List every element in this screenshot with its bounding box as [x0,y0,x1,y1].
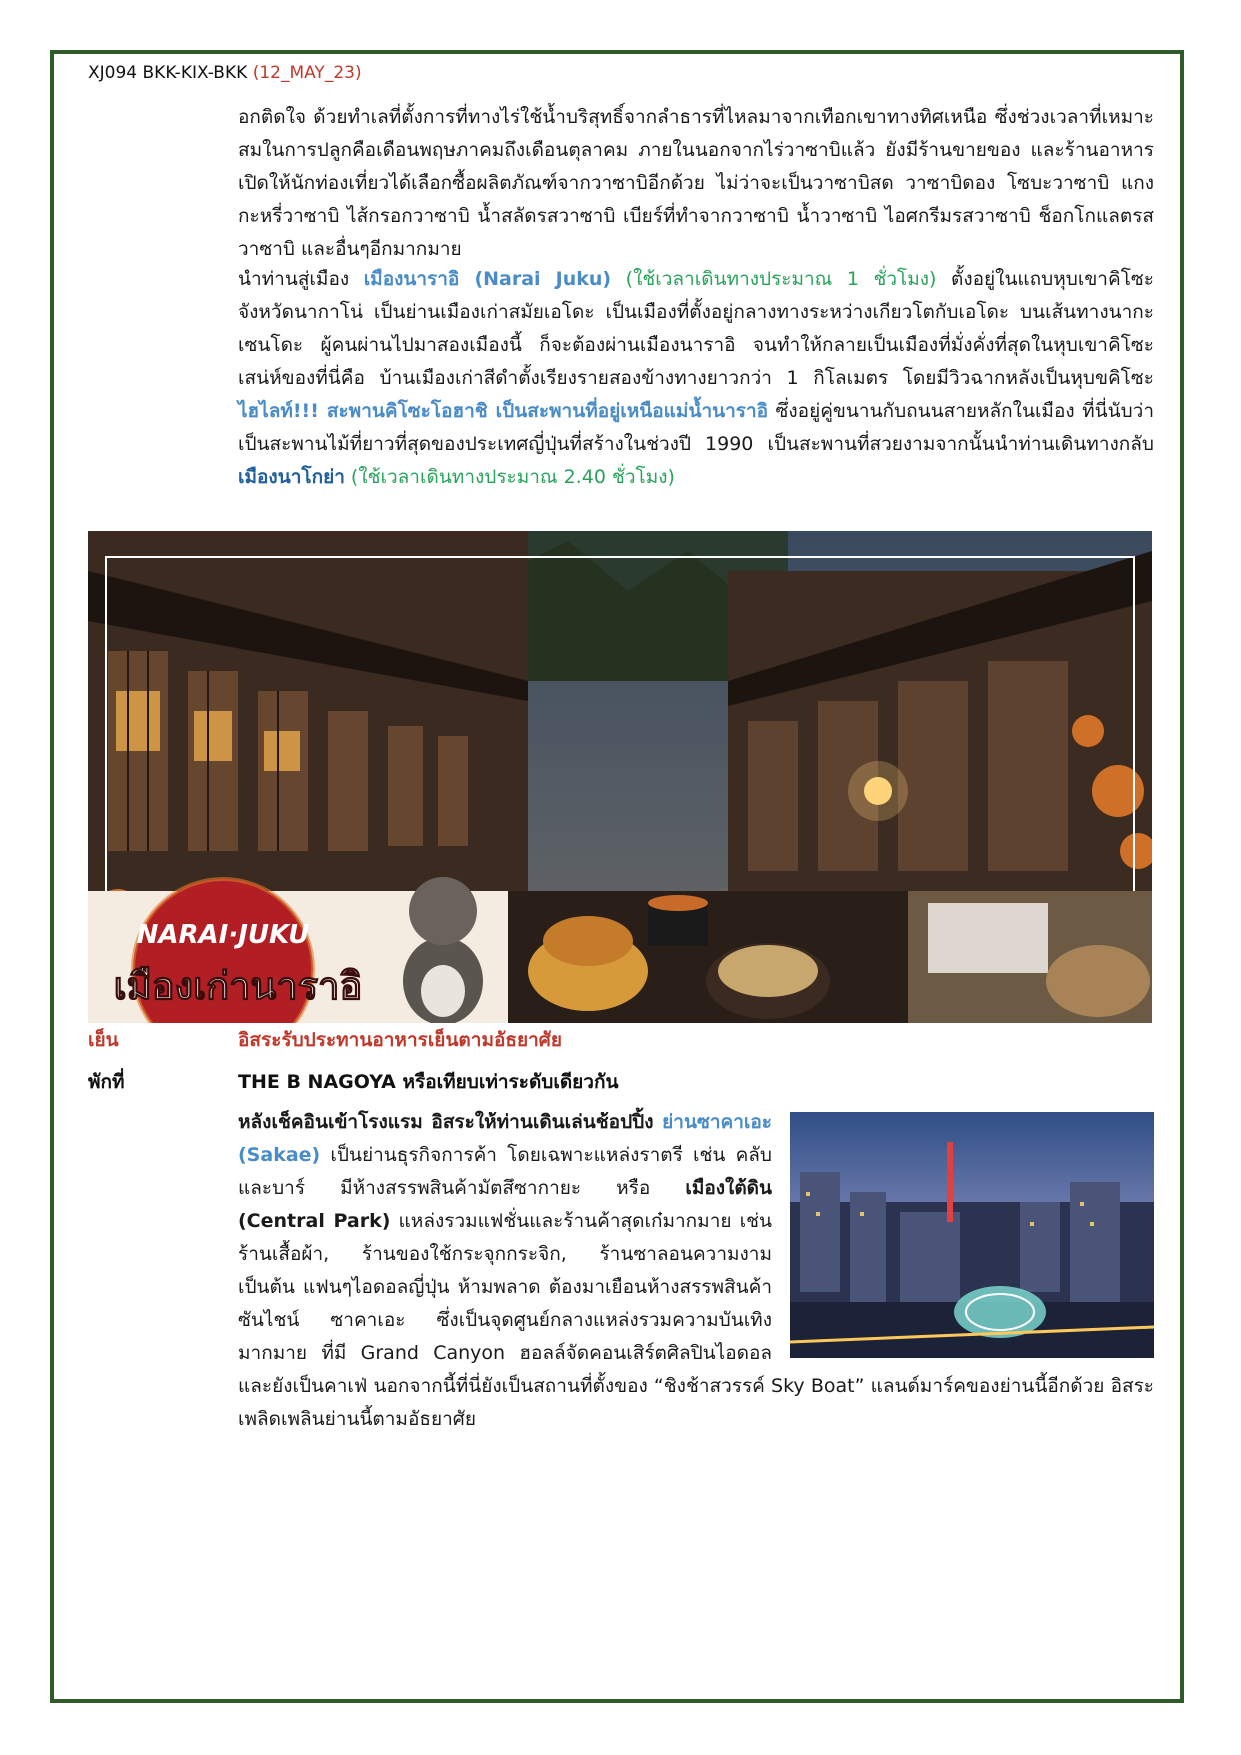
sakae-lead: หลังเช็คอินเข้าโรงแรม อิสระให้ท่านเดินเล่นช้อปปิ้ง [238,1111,663,1133]
narai-body-1: ตั้งอยู่ในแถบหุบเขาคิโซะ จังหวัดนากาโน่ เป็นย่านเมืองเก่าสมัยเอโดะ เป็นเมืองที่ตั้งอยู่กลางทางระหว่างเกียวโตกับเอโดะ บนเส้นทางนากะเซนโดะ ผู้คนผ่านไปมาสองเมืองนี้ ก็จะต้องผ่านเมืองนาราอิ จนทำให้กลายเป็นเมืองที่มั่งคั่งที่สุดในหุบเขาคิโซะ เสน่ห์ของที่นี่คือ บ้านเมืองเก่าสีดำตั้งเรียงรายสองข้างทางยาวกว่า 1 กิโลเมตร โดยมีวิวฉากหลังเป็นหุบขคิโซะ [238,268,1154,389]
paragraph-wasabi: อกติดใจ ด้วยทำเลที่ตั้งการที่ทางไร่ใช้น้ำบริสุทธิ์จากลำธารที่ไหลมาจากเทือกเขาทางทิศเหนือ ซึ่งช่วงเวลาที่เหมาะสมในการปลูกคือเดือนพฤษภาคมถึงเดือนตุลาคม ภายในนอกจากไร่วาซาบิแล้ว ยังมีร้านขายของ และร้านอาหารเปิดให้นักท่องเที่ยวได้เลือกซื้อผลิตภัณฑ์จากวาซาบิอีกด้วย ไม่ว่าจะเป็นวาซาบิสด วาซาบิดอง โซบะวาซาบิ แกงกะหรี่วาซาบิ ไส้กรอกวาซาบิ น้ำสลัดรสวาซาบิ เบียร์ที่ทำจากวาซาบิ น้ำวาซาบิ ไอศกรีมรสวาซาบิ ช็อกโกแลตรสวาซาบิ และอื่นๆอีกมากมาย [238,106,1154,260]
page-header [88,63,362,83]
narai-town-name: เมืองนาราอิ (Narai Juku) [363,268,612,290]
paragraph-sakae [238,1106,1154,1436]
hotel-label: พักที่ [88,1071,125,1093]
paragraph-narai [238,263,1154,494]
logo-latin-text: NARAI·JUKU [136,920,310,950]
logo-thai-text: เมืองเก่านาราอิ [113,964,363,1008]
sakae-district: ย่านซาคาเอะ (Sakae) [238,1111,772,1166]
hotel-name: THE B NAGOYA หรือเทียบเท่าระดับเดียวกัน [238,1071,619,1093]
sakae-night-photo [790,1112,1154,1358]
dinner-text: อิสระรับประทานอาหารเย็นตามอัธยาศัย [238,1029,562,1051]
narai-highlight: ไฮไลท์!!! สะพานคิโซะโอฮาชิ เป็นสะพานที่อยู่เหนือแม่น้ำนาราอิ [238,400,769,422]
narai-street-illustration [88,531,1152,1023]
sakae-body-2: แหล่งรวมแฟชั่นและร้านค้าสุดเก๋มากมาย เช่น ร้านเสื้อผ้า, ร้านของใช้กระจุกกระจิก, ร้านซาลอนความงาม เป็นต้น แฟนๆไอดอลญี่ปุ่น ห้ามพลาด ต้องมาเยือนห้างสรรพสินค้าซันไชน์ ซาคาเอะ ซึ่งเป็นจุดศูนย์กลางแหล่งรวมความบันเทิงมากมาย ที่มี Grand Canyon ฮอลล์จัดคอนเสิร์ตศิลปินไอดอลและยังเป็นคาเฟ่ นอกจากนี้ที่นี่ยังเป็นสถานที่ตั้งของ “ชิงช้าสวรรค์ Sky Boat” แลนด์มาร์คของย่านนี้อีกด้วย อิสระเพลิดเพลินย่านนี้ตามอัธยาศัย [238,1210,1154,1430]
tour-date: (12_MAY_23) [252,63,362,83]
nagoya-duration: (ใช้เวลาเดินทางประมาณ 2.40 ชั่วโมง) [344,466,675,488]
sakae-body-1: เป็นย่านธุรกิจการค้า โดยเฉพาะแหล่งราตรี เช่น คลับและบาร์ มีห้างสรรพสินค้ามัตสึซากายะ หรือ [238,1144,772,1199]
narai-intro: นำท่านสู่เมือง [238,268,364,290]
narai-juku-banner [88,531,1152,1023]
dinner-label: เย็น [88,1029,119,1051]
narai-duration: (ใช้เวลาเดินทางประมาณ 1 ชั่วโมง) [611,268,937,290]
sakae-cityscape-illustration [790,1112,1154,1358]
nagoya-destination: เมืองนาโกย่า [238,466,345,488]
narai-body-2: ซึ่งอยู่คู่ขนานกับถนนสายหลักในเมือง ที่นี่นับว่าเป็นสะพานไม้ที่ยาวที่สุดของประเทศญี่ปุ่นที่สร้างในช่วงปี 1990 เป็นสะพานที่สวยงามจากนั้นนำท่านเดินทางกลับ [238,400,1154,455]
central-park-name: เมืองใต้ดิน (Central Park) [238,1177,772,1232]
tour-code: XJ094 BKK-KIX-BKK [88,63,248,83]
